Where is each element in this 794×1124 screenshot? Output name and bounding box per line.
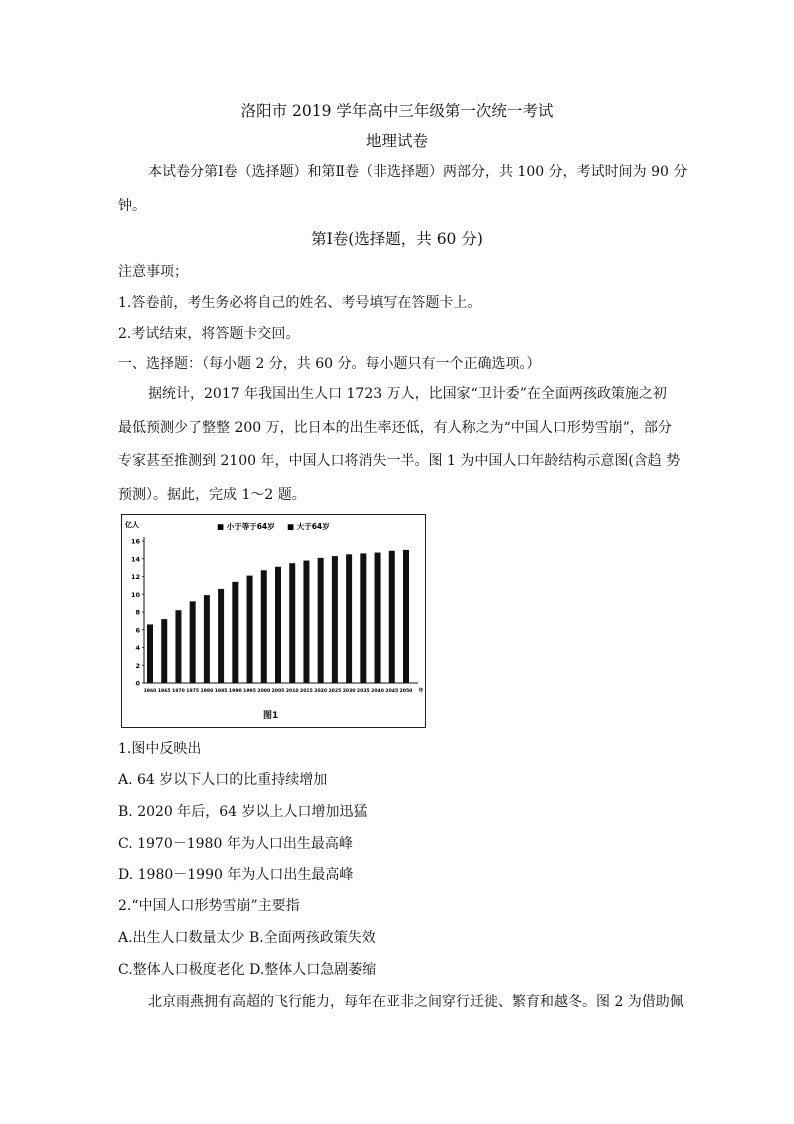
x-tick-label: 2045 [385, 689, 399, 694]
notice-item: 2.考试结束，将答题卡交回。 [118, 326, 300, 342]
bar [190, 601, 196, 683]
bar [147, 624, 153, 683]
bar [360, 553, 366, 683]
x-tick-label: 2015 [300, 689, 313, 694]
bar [275, 567, 281, 683]
x-tick-label: 2035 [356, 689, 370, 694]
bar [318, 558, 324, 683]
question-option: D. 1980－1990 年为人口出生最高峰 [118, 867, 354, 883]
x-tick-label: 1995 [243, 689, 256, 694]
y-tick-label: 10 [130, 590, 140, 599]
y-axis-label: 亿人 [125, 521, 139, 529]
x-tick-label: 2010 [285, 689, 299, 694]
x-tick-label: 2020 [314, 689, 328, 694]
intro-line-1: 本试卷分第Ⅰ卷（选择题）和第Ⅱ卷（非选择题）两部分，共 100 分，考试时间为 90 分 [148, 164, 688, 180]
bar [232, 582, 238, 683]
x-tick-label: 1975 [186, 689, 200, 694]
y-tick-label: 8 [135, 608, 140, 617]
bar [289, 563, 295, 683]
bar [389, 551, 395, 683]
y-tick-label: 2 [135, 661, 140, 670]
bar [204, 595, 210, 683]
bar [346, 554, 352, 683]
question-option-row: C.整体人口极度老化 D.整体人口急剧萎缩 [118, 962, 377, 978]
x-tick-label: 1960 [143, 689, 157, 694]
bar [175, 610, 181, 683]
y-tick-label: 0 [135, 679, 140, 688]
passage-line: 预测）。据此，完成 1～2 题。 [118, 487, 306, 503]
x-tick-label: 1970 [172, 689, 185, 694]
x-tick-label: 2040 [371, 689, 384, 694]
passage2-line: 北京雨燕拥有高超的飞行能力，每年在亚非之间穿行迁徙、繁育和越冬。图 2 为借助佩 [148, 994, 684, 1010]
y-tick-label: 6 [135, 626, 140, 635]
chart-svg [122, 515, 427, 729]
x-tick-label: 2005 [271, 689, 285, 694]
y-tick-label: 4 [135, 644, 140, 652]
bar [403, 550, 409, 683]
x-tick-label: 1980 [200, 689, 214, 694]
notice-title: 注意事项； [118, 264, 188, 280]
x-tick-label: 2030 [342, 689, 356, 694]
intro-line-2: 钟。 [118, 198, 146, 214]
question-option: A. 64 岁以下人口的比重持续增加 [118, 772, 328, 788]
passage-line: 专家甚至推测到 2100 年，中国人口将消失一半。图 1 为中国人口年龄结构示意图(含趋 势 [118, 453, 681, 469]
bar [161, 619, 167, 683]
y-tick-label: 14 [130, 555, 140, 564]
y-tick-label: 12 [130, 573, 140, 581]
x-tick-label: 1990 [228, 689, 242, 694]
question-option: C. 1970－1980 年为人口出生最高峰 [118, 836, 353, 852]
page-title: 洛阳市 2019 学年高中三年级第一次统一考试 [240, 102, 554, 120]
x-tick-label: 2025 [328, 689, 342, 694]
y-tick-label: 16 [130, 537, 140, 546]
x-tick-label: 2050 [399, 689, 413, 694]
legend-item: ■ 小于等于64岁 [217, 522, 275, 531]
bar [261, 570, 267, 683]
x-unit-label: 年 [418, 688, 424, 694]
bar [247, 576, 253, 683]
legend-item: ■ 大于64岁 [287, 522, 330, 531]
passage-line: 最低预测少了整整 200 万，比日本的出生率还低，有人称之为“中国人口形势雪崩”，部分 [118, 420, 672, 436]
bar [332, 556, 338, 683]
bar [218, 589, 224, 683]
question-stem: 2.“中国人口形势雪崩”主要指 [118, 898, 300, 914]
notice-item: 1.答卷前，考生务必将自己的姓名、考号填写在答题卡上。 [118, 295, 482, 311]
page-subtitle: 地理试卷 [365, 132, 428, 150]
question-stem: 1.图中反映出 [118, 741, 202, 757]
bar [375, 553, 381, 683]
x-tick-label: 2000 [257, 689, 271, 694]
figure-caption: 图1 [263, 711, 279, 721]
x-tick-label: 1965 [157, 689, 171, 694]
section-title: 第Ⅰ卷(选择题，共 60 分) [311, 230, 483, 248]
part-heading: 一、选择题：（每小题 2 分，共 60 分。每小题只有一个正确选项。） [118, 356, 541, 372]
x-tick-label: 1985 [214, 689, 228, 694]
bar [303, 561, 309, 683]
passage-line: 据统计，2017 年我国出生人口 1723 万人，比国家“卫计委”在全面两孩政策施之初 [148, 386, 667, 402]
question-option: B. 2020 年后，64 岁以上人口增加迅猛 [118, 804, 368, 820]
question-option-row: A.出生人口数量太少 B.全面两孩政策失效 [118, 930, 376, 946]
population-chart [121, 514, 426, 728]
